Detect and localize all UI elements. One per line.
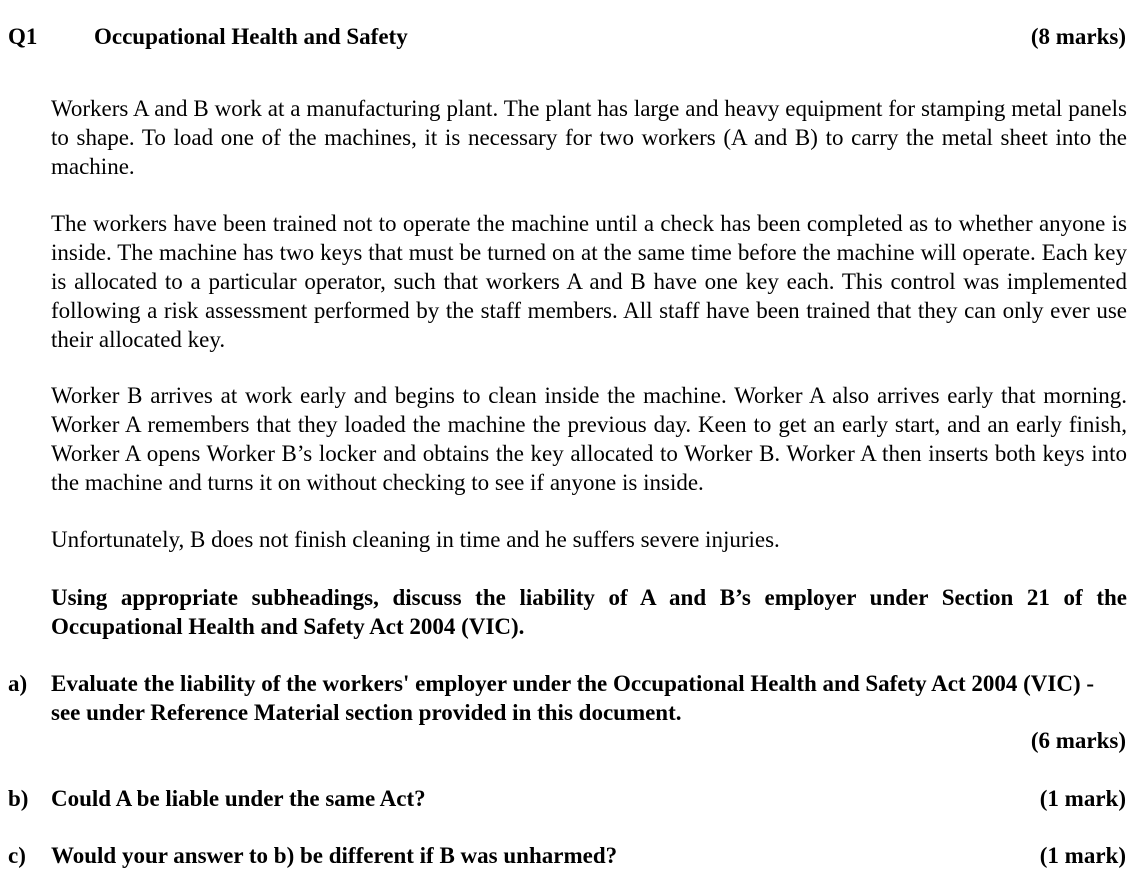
sub-question-letter: c) <box>8 843 26 868</box>
sub-question-c <box>8 841 1126 871</box>
sub-question-letter: b) <box>8 786 29 811</box>
sub-question-text: Would your answer to b) be different if B was unharmed? <box>51 843 618 868</box>
question-marks: (8 marks) <box>1030 24 1126 49</box>
sub-question-a <box>8 669 1126 759</box>
question-header <box>8 22 1126 54</box>
sub-question-marks: (6 marks) <box>1030 728 1126 753</box>
question-instruction: Using appropriate subheadings, discuss the liability of A and B’s employer under Section 21 of the Occupational Health and Safety Act 2004 (VIC). <box>51 585 1127 639</box>
sub-question-marks: (1 mark) <box>1039 843 1126 868</box>
scenario-paragraph: Unfortunately, B does not finish cleaning in time and he suffers severe injuries. <box>51 527 780 552</box>
question-number: Q1 <box>8 24 38 49</box>
scenario-paragraph: Workers A and B work at a manufacturing plant. The plant has large and heavy equipment for stamping metal panels to shape. To load one of the machines, it is necessary for two workers (A and B) to carry the metal sheet into the machine. <box>51 96 1127 179</box>
sub-question-marks: (1 mark) <box>1039 786 1126 811</box>
sub-question-text: Could A be liable under the same Act? <box>51 786 426 811</box>
scenario-paragraph: The workers have been trained not to operate the machine until a check has been completed as to whether anyone is inside. The machine has two keys that must be turned on at the same time before the machine will operate. Each key is allocated to a particular operator, such that workers A and B have one key each. This control was implemented following a risk assessment performed by the staff members. All staff have been trained that they can only ever use their allocated key. <box>51 211 1127 352</box>
question-title: Occupational Health and Safety <box>94 24 408 49</box>
sub-question-text: Evaluate the liability of the workers' employer under the Occupational Health and Safety Act 2004 (VIC) - see under Reference Material section provided in this document. <box>51 671 1095 725</box>
sub-question-letter: a) <box>8 671 28 696</box>
scenario-paragraph: Worker B arrives at work early and begins to clean inside the machine. Worker A also arrives early that morning. Worker A remembers that they loaded the machine the previous day. Keen to get an early start, and an early finish, Worker A opens Worker B’s locker and obtains the key allocated to Worker B. Worker A then inserts both keys into the machine and turns it on without checking to see if anyone is inside. <box>51 383 1127 495</box>
sub-question-b <box>8 784 1126 814</box>
